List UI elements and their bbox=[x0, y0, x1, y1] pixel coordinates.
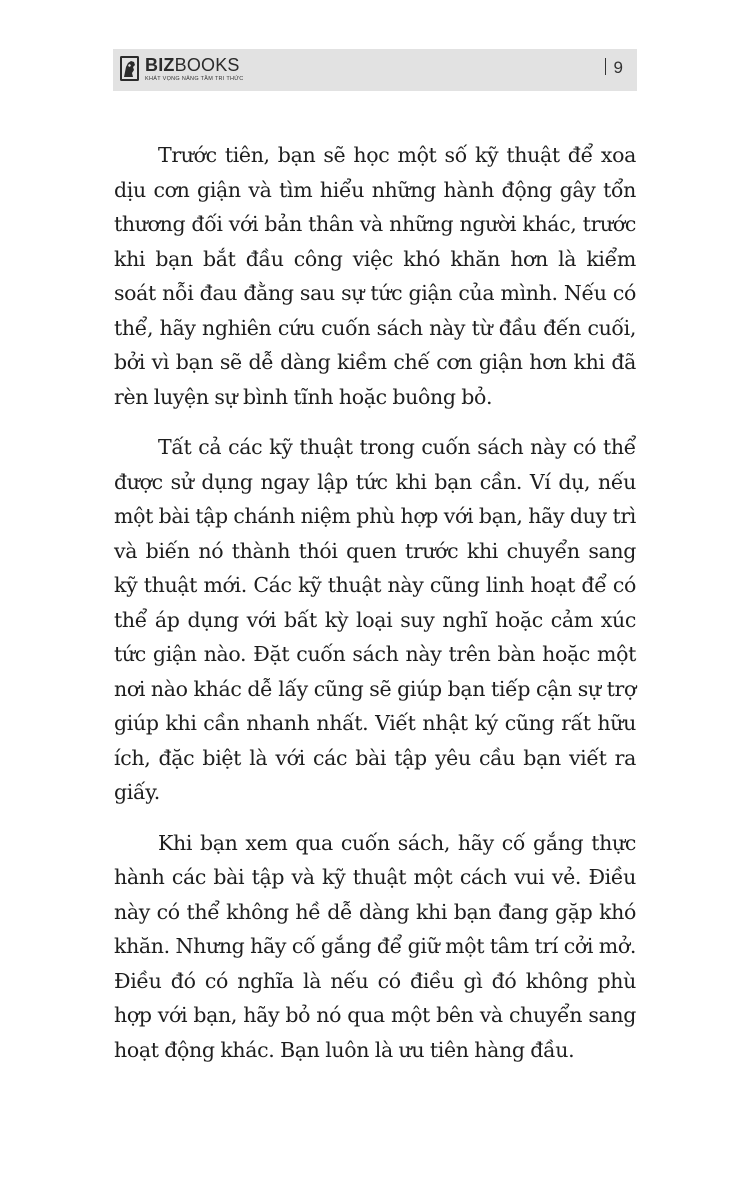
paragraph-3: Khi bạn xem qua cuốn sách, hãy cố gắng thực hành các bài tập và kỹ thuật một cách vui vẻ. Điều này có thể không hề dễ dàng khi bạn đang gặp khó khăn. Nhưng hãy cố gắng để giữ một tâm trí cởi mở. Điều đó có nghĩa là nếu có điều gì đó không phù hợp với bạn, hãy bỏ nó qua một bên và chuyển sang hoạt động khác. Bạn luôn là ưu tiên hàng đầu. bbox=[114, 830, 636, 1062]
paragraph-2: Tất cả các kỹ thuật trong cuốn sách này có thể được sử dụng ngay lập tức khi bạn cần. Ví dụ, nếu một bài tập chánh niệm phù hợp với bạn, hãy duy trì và biến nó thành thói quen trước khi chuyển sang kỹ thuật mới. Các kỹ thuật này cũng linh hoạt để có thể áp dụng với bất kỳ loại suy nghĩ hoặc cảm xúc tức giận nào. Đặt cuốn sách này trên bàn hoặc một nơi nào khác dễ lấy cũng sẽ giúp bạn tiếp cận sự trợ giúp khi cần nhanh nhất. Viết nhật ký cũng rất hữu ích, đặc biệt là với các bài tập yêu cầu bạn viết ra giấy. bbox=[114, 435, 636, 804]
brand-tagline: KHÁT VỌNG NÂNG TẦM TRI THỨC bbox=[145, 76, 244, 82]
page-header bbox=[113, 49, 637, 91]
page-number-separator bbox=[605, 58, 606, 75]
page-number-value: 9 bbox=[613, 58, 623, 77]
page-number bbox=[605, 58, 623, 78]
page-body bbox=[114, 138, 636, 1083]
bizbooks-logo bbox=[119, 53, 244, 83]
book-lion-logo-icon bbox=[119, 53, 141, 83]
paragraph-1: Trước tiên, bạn sẽ học một số kỹ thuật để xoa dịu cơn giận và tìm hiểu những hành động gây tổn thương đối với bản thân và những người khác, trước khi bạn bắt đầu công việc khó khăn hơn là kiểm soát nỗi đau đằng sau sự tức giận của mình. Nếu có thể, hãy nghiên cứu cuốn sách này từ đầu đến cuối, bởi vì bạn sẽ dễ dàng kiềm chế cơn giận hơn khi đã rèn luyện sự bình tĩnh hoặc buông bỏ. bbox=[114, 143, 636, 409]
brand-name: BIZBOOKS bbox=[145, 55, 240, 75]
